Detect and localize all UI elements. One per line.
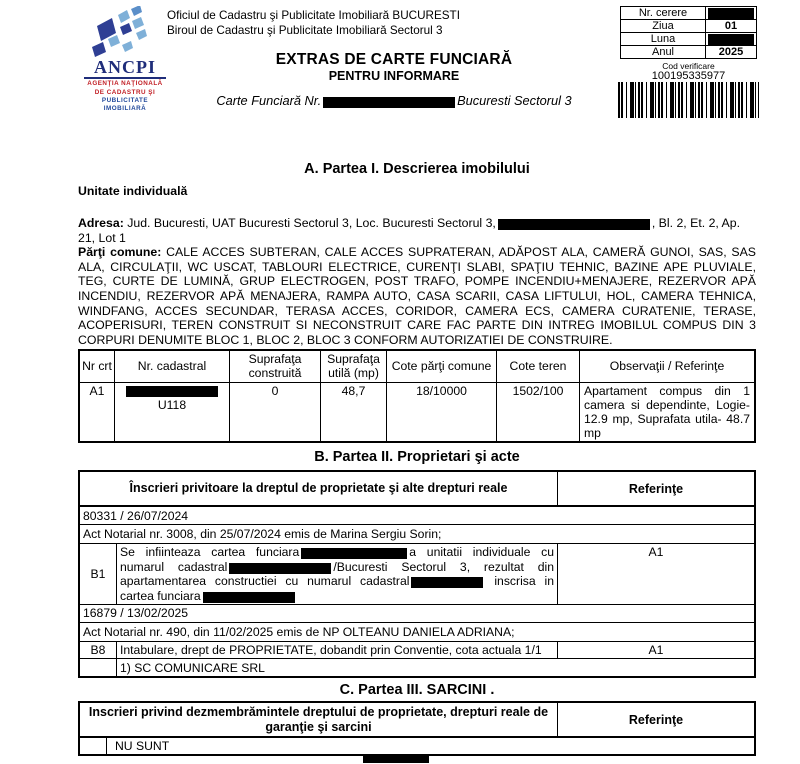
cod-verificare-label: Cod verificare [662, 61, 715, 71]
redaction-bar [203, 592, 295, 603]
unit-type-label: Unitate individuală [78, 184, 188, 198]
document-body [78, 160, 756, 756]
part-b-title: B. Partea II. Proprietari şi acte [314, 449, 520, 466]
table-row [621, 46, 757, 59]
common-shares: 18/10000 [387, 383, 497, 443]
ancpi-sub2: DE CADASTRU ŞI [94, 88, 156, 96]
table-row [79, 659, 755, 678]
sarcini-value: NU SUNT [107, 737, 756, 755]
redaction-bar [323, 97, 455, 108]
common-parts-label: Părţi comune: [78, 245, 162, 260]
table-row [79, 506, 755, 525]
table-row [79, 544, 755, 605]
part-c-title: C. Partea III. SARCINI . [339, 682, 495, 699]
sarcini-row-spacer [79, 737, 107, 755]
b8-ref: A1 [558, 641, 756, 658]
entry1-act: Act Notarial nr. 3008, din 25/07/2024 emis de Marina Sergiu Sorin; [79, 525, 755, 544]
anul-value: 2025 [706, 46, 757, 59]
ziua-label: Ziua [621, 20, 706, 33]
table-row [79, 525, 755, 544]
col-observatii: Observaţii / Referinţe [580, 350, 756, 383]
table-header-row [79, 350, 755, 383]
common-parts-text: CALE ACCES SUBTERAN, CALE ACCES SUPRATERAN, ADĂPOST ALA, CAMERĂ GUNOI, SAS, SAS ALA, CIRCULAŢII, WC USCAT, TABLOURI ELECTRICE, CURENŢI SLABI, SPAŢIU TEHNIC, BAZINE APE PLUVIALE, TEG, CURTE DE LUMINĂ, GRUP ELECTROGEN, POST TRAFO, POMPE INCENDIU+MENAJERE, REZERVOR APĂ INCENDIU, REZERVOR APĂ MENAJERA, RAMPA AUTO, CASA SCARII, CASA LIFTULUI, HOL, CAMERA TEHNICA, WINDFANG, ACCES SECUNDAR, TERASA ACCES, CORIDOR, CAMERA ECS, CAMERA CURATENIE, TERASE, ACOPERISURI, TEREN CONSTRUIT SI NECONSTRUIT CARE FAC PARTE DIN INTREG IMOBILUL COMPUS DIN 3 CORPURI DENUMITE BLOC 1, BLOC 2, BLOC 3 CONFORM AUTORIZATIEI DE CONSTRUIRE. [78, 245, 756, 347]
redaction-bar [301, 548, 407, 559]
land-shares: 1502/100 [497, 383, 580, 443]
row-id: A1 [79, 383, 115, 443]
table-header-row [79, 702, 755, 737]
entry2-number: 16879 / 13/02/2025 [79, 604, 755, 622]
col-suprafata-construita: Suprafaţa construită [230, 350, 321, 383]
redaction-bar [708, 8, 754, 19]
document-subtitle: PENTRU INFORMARE [328, 69, 460, 83]
col-cote-teren: Cote teren [497, 350, 580, 383]
luna-label: Luna [621, 33, 706, 46]
entry2-act: Act Notarial nr. 490, din 11/02/2025 emis de NP OLTEANU DANIELA ADRIANA; [79, 622, 755, 641]
usable-area: 48,7 [321, 383, 387, 443]
col-inscrieri-sarcini: Inscrieri privind dezmembrămintele dreptului de proprietate, drepturi reale de garanţie şi sarcini [79, 702, 558, 737]
address-label: Adresa: [78, 216, 124, 230]
built-area: 0 [230, 383, 321, 443]
observations: Apartament compus din 1 camera si dependinte, Logie- 12.9 mp, Suprafata utila- 48.7 mp [580, 383, 756, 443]
nr-cerere-value [706, 7, 757, 20]
office-line1: Oficiul de Cadastru şi Publicitate Imobiliară BUCURESTI [167, 9, 460, 22]
b1-seg2: a unitatii individuale cu numarul cadastral [120, 545, 554, 574]
cf-prefix: Carte Funciară Nr. [216, 93, 322, 108]
redaction-bar [126, 386, 218, 397]
col-suprafata-utila: Suprafaţa utilă (mp) [321, 350, 387, 383]
issuing-office [167, 9, 460, 38]
office-line2: Biroul de Cadastru şi Publicitate Imobiliară Sectorul 3 [167, 23, 443, 37]
table-row [621, 33, 757, 46]
col-referinte-sarcini: Referinţe [558, 702, 756, 737]
b1-seg3: /Bucuresti Sectorul 3, rezultat din apartamentarea constructiei cu numarul cadastral [120, 559, 554, 589]
document-title: EXTRAS DE CARTE FUNCIARĂ [275, 51, 513, 68]
address-pre: Jud. Bucuresti, UAT Bucuresti Sectorul 3, Loc. Bucuresti Sectorul 3, [127, 216, 496, 230]
owner-name: 1) SC COMUNICARE SRL [117, 659, 756, 678]
property-table [78, 349, 756, 443]
b1-text [117, 544, 558, 605]
cadastral-cell [115, 383, 230, 443]
col-cote-parti: Cote părţi comune [387, 350, 497, 383]
b8-text: Intabulare, drept de PROPRIETATE, dobandit prin Conventie, cota actuala 1/1 [117, 641, 558, 658]
request-info-table [620, 6, 757, 59]
b1-id: B1 [79, 544, 117, 605]
table-header-row [79, 471, 755, 506]
redaction-bar [411, 577, 483, 588]
entry1-number: 80331 / 26/07/2024 [79, 506, 755, 525]
ziua-value: 01 [706, 20, 757, 33]
table-row [79, 641, 755, 658]
col-nr-crt: Nr crt [79, 350, 115, 383]
table-row [621, 7, 757, 20]
cf-suffix: Bucuresti Sectorul 3 [457, 93, 572, 108]
col-inscrieri: Înscrieri privitoare la dreptul de proprietate şi alte drepturi reale [79, 471, 558, 506]
cadastral-visible: U118 [157, 398, 187, 413]
redaction-bar [498, 219, 650, 230]
table-row [79, 622, 755, 641]
anul-label: Anul [621, 46, 706, 59]
address-post: , Bl. 2, Et. 2, Ap. 21, Lot 1 [78, 216, 741, 245]
ancpi-sub3: PUBLICITATE IMOBILIARĂ [101, 97, 149, 112]
redaction-bar [363, 755, 429, 763]
b1-seg4: inscrisa in cartea funciara [120, 574, 554, 603]
b1-seg1: Se infiinteaza cartea funciara [120, 545, 300, 560]
col-nr-cadastral: Nr. cadastral [115, 350, 230, 383]
owner-row-spacer [79, 659, 117, 678]
part-a-title: A. Partea I. Descrierea imobilului [304, 161, 530, 177]
ancpi-sub1: AGENŢIA NAŢIONALĂ [87, 80, 163, 87]
redaction-bar [708, 34, 754, 45]
owners-table [78, 470, 756, 678]
table-row [79, 383, 755, 443]
col-referinte: Referinţe [558, 471, 756, 506]
address-paragraph [78, 216, 756, 245]
table-row [621, 20, 757, 33]
encumbrances-table [78, 701, 756, 756]
cod-verificare-value: 100195335977 [651, 70, 726, 82]
common-parts-paragraph [78, 245, 756, 347]
luna-value [706, 33, 757, 46]
barcode [618, 82, 759, 118]
nr-cerere-label: Nr. cerere [621, 7, 706, 20]
table-row [79, 737, 755, 755]
b8-id: B8 [79, 641, 117, 658]
table-row [79, 604, 755, 622]
redaction-bar [229, 563, 331, 574]
ancpi-acronym: ANCPI [84, 58, 166, 79]
b1-ref: A1 [558, 544, 756, 605]
